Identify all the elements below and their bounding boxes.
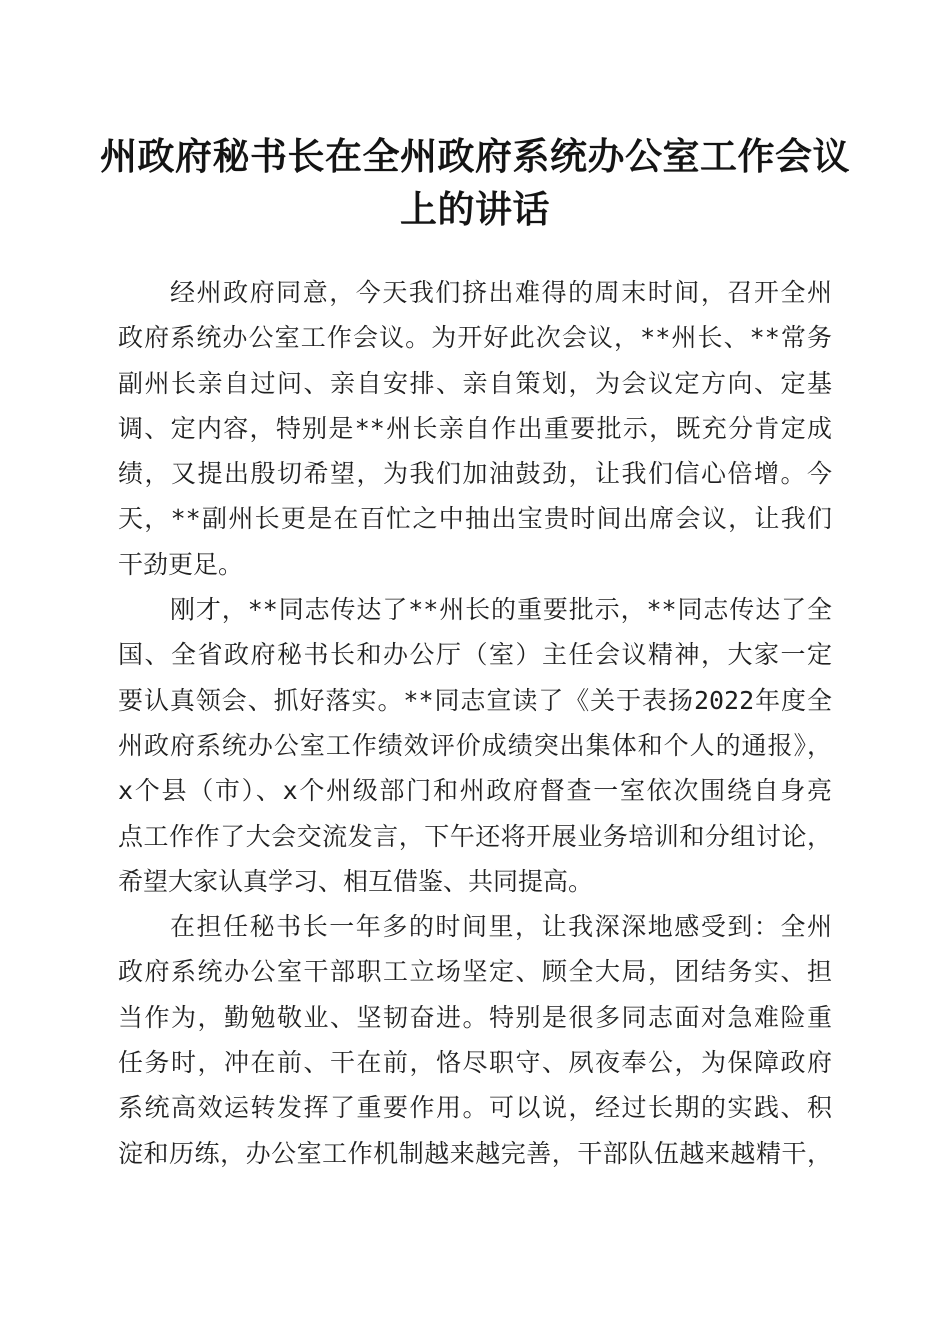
text-line: 调、定内容，特别是**州长亲自作出重要批示，既充分肯定成 [118,413,832,443]
paragraph-1 [118,270,832,587]
text-line: 国、全省政府秘书长和办公厅（室）主任会议精神，大家一定 [118,640,832,670]
paragraph-3 [118,904,832,1176]
title-line-1: 州政府秘书长在全州政府系统办公室工作会议 [100,134,850,178]
text-line: 副州长亲自过问、亲自安排、亲自策划，为会议定方向、定基 [118,368,832,398]
text-line: 州政府系统办公室工作绩效评价成绩突出集体和个人的通报》， [118,730,832,760]
text-line: 刚才，**同志传达了**州长的重要批示，**同志传达了全 [170,595,832,625]
text-line: 任务时，冲在前、干在前，恪尽职守、夙夜奉公，为保障政府 [118,1048,832,1078]
text-line: 干劲更足。 [118,549,244,579]
text-line: 天，**副州长更是在百忙之中抽出宝贵时间出席会议，让我们 [118,504,832,534]
text-line: 在担任秘书长一年多的时间里，让我深深地感受到：全州 [170,912,832,942]
text-line: 经州政府同意，今天我们挤出难得的周末时间，召开全州 [170,278,832,307]
text-line: x个县（市）、x个州级部门和州政府督查一室依次围绕自身亮 [118,776,832,806]
text-line: 希望大家认真学习、相互借鉴、共同提高。 [118,866,594,896]
text-line: 淀和历练，办公室工作机制越来越完善，干部队伍越来越精干， [118,1138,832,1168]
paragraph-2 [118,587,832,904]
text-line: 绩，又提出殷切希望，为我们加油鼓劲，让我们信心倍增。今 [118,459,832,489]
title-line-2: 上的讲话 [400,187,550,231]
text-line: 当作为，勤勉敬业、坚韧奋进。特别是很多同志面对急难险重 [118,1002,832,1032]
document-body [118,270,832,1176]
text-line: 政府系统办公室工作会议。为开好此次会议，**州长、**常务 [118,323,832,353]
text-line: 要认真领会、抓好落实。**同志宣读了《关于表扬2022年度全 [118,685,832,715]
text-line: 点工作作了大会交流发言，下午还将开展业务培训和分组讨论， [118,821,832,851]
text-line: 政府系统办公室干部职工立场坚定、顾全大局，团结务实、担 [118,957,832,987]
text-line: 系统高效运转发挥了重要作用。可以说，经过长期的实践、积 [118,1093,832,1123]
document-title [100,130,850,236]
